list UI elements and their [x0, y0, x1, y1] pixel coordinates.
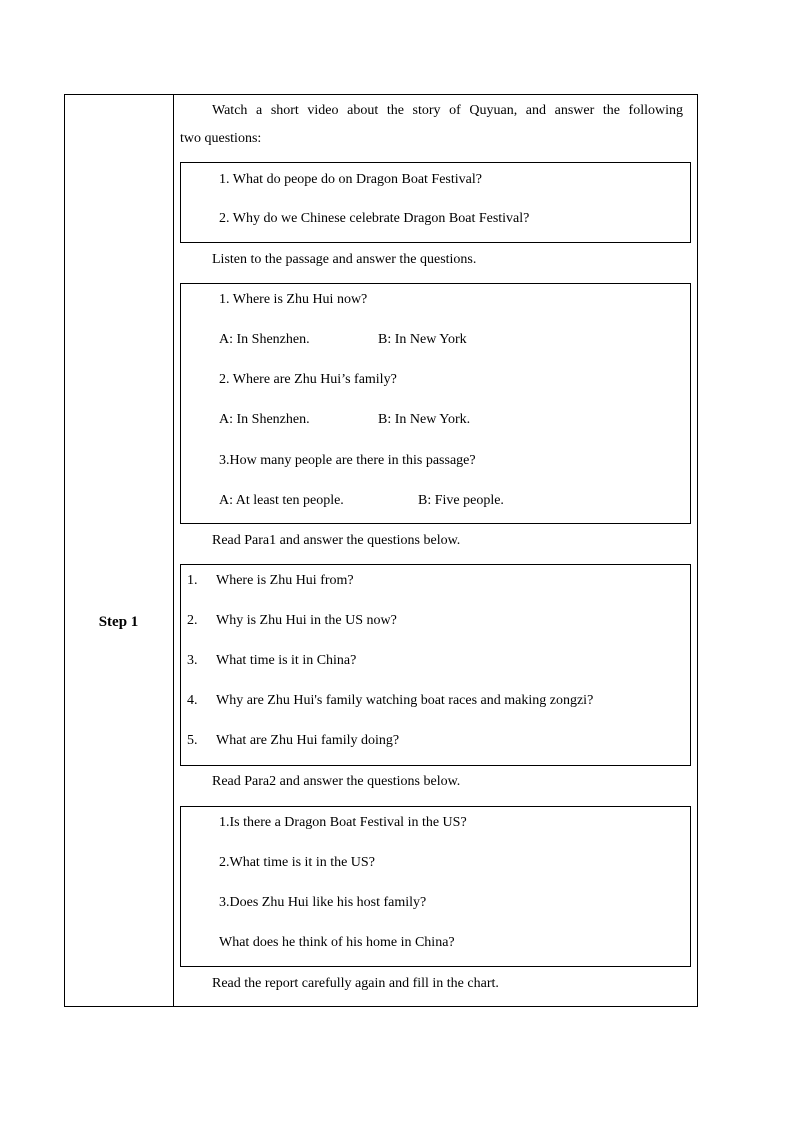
para2-question-3: 3.Does Zhu Hui like his host family? — [219, 895, 427, 910]
listening-q3-option-b: B: Five people. — [418, 493, 504, 508]
listening-question-2: 2. Where are Zhu Hui’s family? — [219, 372, 397, 387]
para2-question-4: What does he think of his home in China? — [219, 935, 455, 950]
column-divider — [173, 94, 174, 1007]
listening-q2-option-b: B: In New York. — [378, 412, 471, 427]
para1-item-text: What are Zhu Hui family doing? — [216, 733, 400, 748]
para1-item-number: 5. — [187, 733, 198, 748]
para2-question-1: 1.Is there a Dragon Boat Festival in the US? — [219, 815, 467, 830]
step-label: Step 1 — [98, 614, 139, 630]
para1-item-number: 1. — [187, 573, 198, 588]
para2-question-2: 2.What time is it in the US? — [219, 855, 375, 870]
para1-item-text: Why are Zhu Hui's family watching boat races and making zongzi? — [216, 693, 594, 708]
listening-q1-option-b: B: In New York — [378, 332, 467, 347]
para1-item-number: 4. — [187, 693, 198, 708]
listening-q3-option-a: A: At least ten people. — [219, 493, 344, 508]
para1-item-number: 2. — [187, 613, 198, 628]
listening-question-1: 1. Where is Zhu Hui now? — [219, 292, 368, 307]
para1-instruction: Read Para1 and answer the questions below. — [212, 533, 461, 548]
intro-line-1: Watch a short video about the story of Quyuan, and answer the following — [212, 103, 683, 118]
para1-item-number: 3. — [187, 653, 198, 668]
para1-item-text: What time is it in China? — [216, 653, 357, 668]
listening-q1-option-a: A: In Shenzhen. — [219, 332, 310, 347]
final-instruction: Read the report carefully again and fill in the chart. — [212, 976, 499, 991]
question-box-listening — [180, 283, 691, 524]
para1-item-text: Where is Zhu Hui from? — [216, 573, 354, 588]
video-question-2: 2. Why do we Chinese celebrate Dragon Boat Festival? — [219, 211, 530, 226]
listening-q2-option-a: A: In Shenzhen. — [219, 412, 310, 427]
para1-item-text: Why is Zhu Hui in the US now? — [216, 613, 397, 628]
para2-instruction: Read Para2 and answer the questions below. — [212, 774, 461, 789]
listen-instruction: Listen to the passage and answer the questions. — [212, 252, 477, 267]
video-question-1: 1. What do peope do on Dragon Boat Festival? — [219, 172, 482, 187]
intro-line-2: two questions: — [180, 131, 262, 146]
listening-question-3: 3.How many people are there in this passage? — [219, 453, 476, 468]
